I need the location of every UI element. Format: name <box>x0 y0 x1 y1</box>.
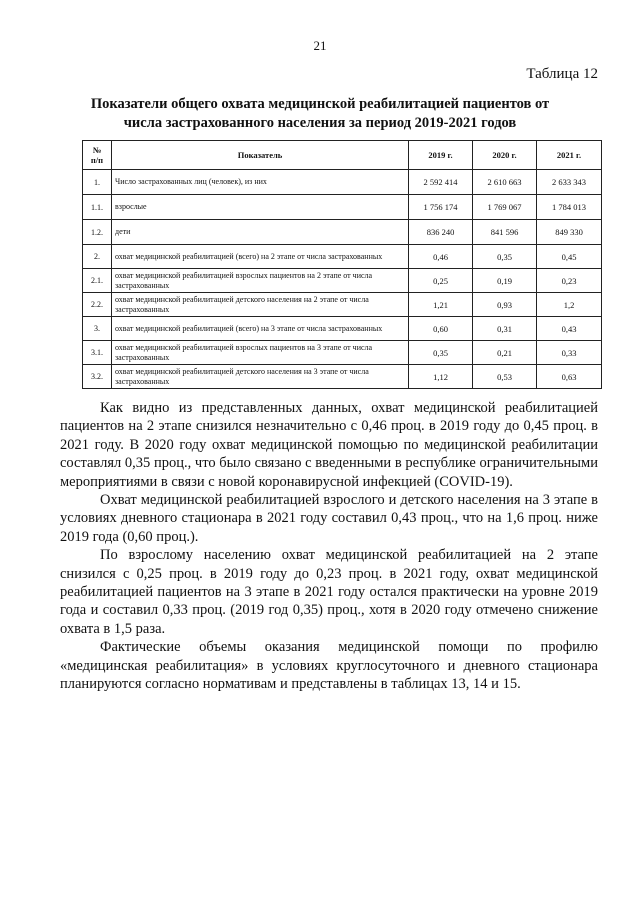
value-2020: 0,35 <box>473 245 537 269</box>
table-row <box>83 341 602 365</box>
row-label: дети <box>112 220 409 245</box>
header-2020: 2020 г. <box>473 141 537 170</box>
header-num-line1: № <box>92 145 102 155</box>
title-line-1: Показатели общего охвата медицинской реабилитацией пациентов от <box>90 96 550 112</box>
value-2021: 2 633 343 <box>537 170 602 195</box>
row-number: 2. <box>83 245 112 269</box>
page-number: 21 <box>313 38 327 53</box>
row-label: взрослые <box>112 195 409 220</box>
table-row <box>83 269 602 293</box>
row-number: 2.1. <box>83 269 112 293</box>
row-number: 3.1. <box>83 341 112 365</box>
row-label: охват медицинской реабилитацией (всего) на 2 этапе от числа застрахованных <box>112 245 409 269</box>
header-num-line2: п/п <box>90 155 104 165</box>
value-2019: 0,35 <box>409 341 473 365</box>
value-2020: 2 610 663 <box>473 170 537 195</box>
value-2019: 1 756 174 <box>409 195 473 220</box>
header-2019: 2019 г. <box>409 141 473 170</box>
table-row <box>83 220 602 245</box>
value-2019: 0,25 <box>409 269 473 293</box>
table-row <box>83 170 602 195</box>
coverage-table <box>82 140 602 389</box>
value-2021: 1 784 013 <box>537 195 602 220</box>
value-2020: 0,31 <box>473 317 537 341</box>
row-number: 3. <box>83 317 112 341</box>
row-label: охват медицинской реабилитацией детского населения на 2 этапе от числа застрахованных <box>112 293 409 317</box>
header-indicator: Показатель <box>112 141 409 170</box>
table-row <box>83 293 602 317</box>
header-num <box>83 141 112 170</box>
body-text <box>60 399 598 694</box>
title-line-2: числа застрахованного населения за период 2019-2021 годов <box>123 115 517 131</box>
value-2021: 0,43 <box>537 317 602 341</box>
value-2021: 1,2 <box>537 293 602 317</box>
value-2020: 0,19 <box>473 269 537 293</box>
value-2020: 0,93 <box>473 293 537 317</box>
row-number: 1.1. <box>83 195 112 220</box>
value-2021: 0,63 <box>537 365 602 389</box>
value-2020: 0,53 <box>473 365 537 389</box>
value-2019: 1,21 <box>409 293 473 317</box>
header-2021: 2021 г. <box>537 141 602 170</box>
table-caption: Таблица 12 <box>526 66 598 82</box>
value-2021: 0,45 <box>537 245 602 269</box>
value-2021: 849 330 <box>537 220 602 245</box>
table-header-row <box>83 141 602 170</box>
value-2021: 0,23 <box>537 269 602 293</box>
table-row <box>83 195 602 220</box>
value-2020: 841 596 <box>473 220 537 245</box>
row-label: охват медицинской реабилитацией (всего) на 3 этапе от числа застрахованных <box>112 317 409 341</box>
paragraph-1: Как видно из представленных данных, охват медицинской реабилитацией пациентов на 2 этапе снизился незначительно с 0,46 проц. в 2019 году до 0,45 проц. в 2021 году. В 2020 году охват медицинской помощью по медицинской реабилитации составлял 0,35 проц., что было связано с введенными в республике ограничительными мероприятиями в связи с новой коронавирусной инфекцией (COVID-19). <box>60 400 598 490</box>
value-2020: 0,21 <box>473 341 537 365</box>
value-2020: 1 769 067 <box>473 195 537 220</box>
row-label: охват медицинской реабилитацией взрослых пациентов на 3 этапе от числа застрахованных <box>112 341 409 365</box>
paragraph-3: По взрослому населению охват медицинской реабилитацией на 2 этапе снизился с 0,25 проц. в 2019 году до 0,23 проц. в 2021 году, охват медицинской реабилитацией пациентов на 3 этапе в 2021 году остался практически на уровне 2019 года и составил 0,33 проц. (2019 год 0,35) проц., хотя в 2020 году отмечено снижение охвата в 1,5 раза. <box>60 547 598 637</box>
row-label: Число застрахованных лиц (человек), из них <box>112 170 409 195</box>
value-2021: 0,33 <box>537 341 602 365</box>
value-2019: 2 592 414 <box>409 170 473 195</box>
table-row <box>83 245 602 269</box>
value-2019: 0,60 <box>409 317 473 341</box>
table-row <box>83 365 602 389</box>
row-label: охват медицинской реабилитацией взрослых пациентов на 2 этапе от числа застрахованных <box>112 269 409 293</box>
value-2019: 0,46 <box>409 245 473 269</box>
paragraph-2: Охват медицинской реабилитацией взрослого и детского населения на 3 этапе в условиях дневного стационара в 2021 году составил 0,43 проц., что на 1,6 проц. ниже 2019 года (0,60 проц.). <box>60 492 598 545</box>
document-title <box>60 95 580 133</box>
row-label: охват медицинской реабилитацией детского населения на 3 этапе от числа застрахованных <box>112 365 409 389</box>
table-row <box>83 317 602 341</box>
row-number: 1. <box>83 170 112 195</box>
row-number: 1.2. <box>83 220 112 245</box>
value-2019: 836 240 <box>409 220 473 245</box>
row-number: 3.2. <box>83 365 112 389</box>
row-number: 2.2. <box>83 293 112 317</box>
paragraph-4: Фактические объемы оказания медицинской помощи по профилю «медицинская реабилитация» в условиях круглосуточного и дневного стационара планируются согласно нормативам и представлены в таблицах 13, 14 и 15. <box>60 639 598 693</box>
value-2019: 1,12 <box>409 365 473 389</box>
